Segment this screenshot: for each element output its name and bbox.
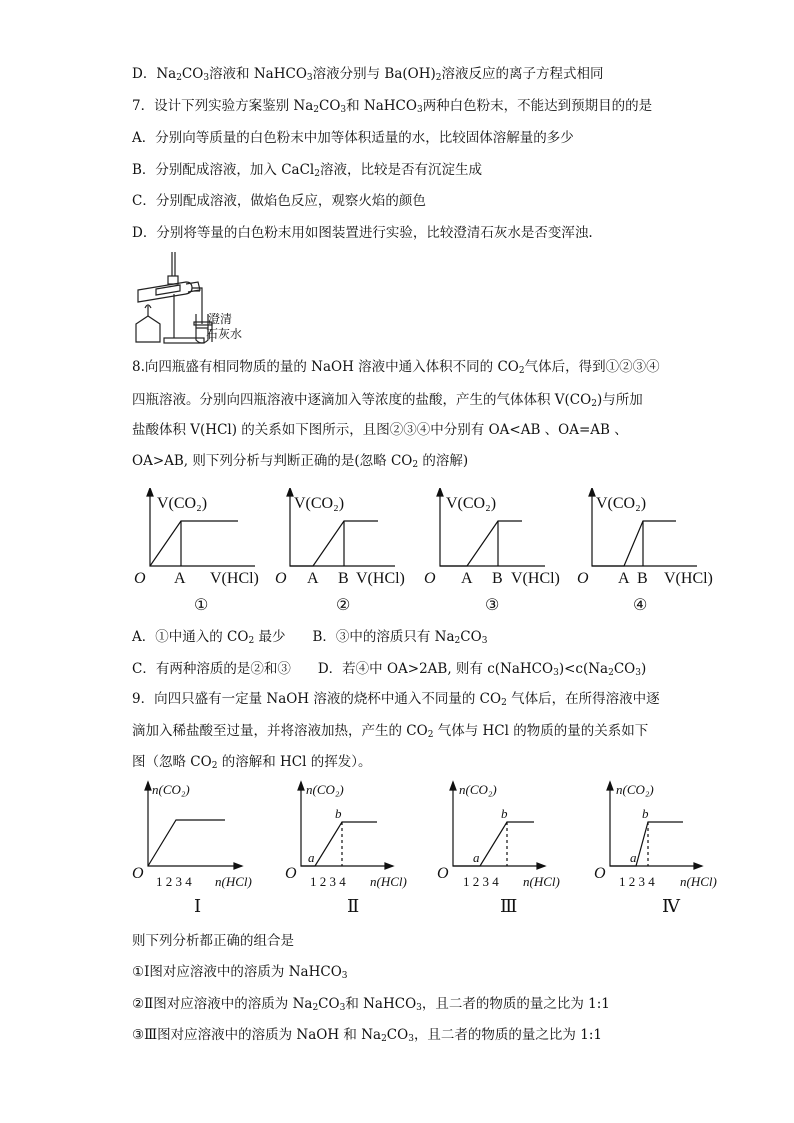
- apparatus-label-limewater: 石灰水: [206, 327, 243, 341]
- q8-graph-2-xlabel: V(HCl): [356, 570, 405, 587]
- subscript: 2: [518, 366, 525, 376]
- q8-graph-3-xlabel: V(HCl): [511, 570, 560, 587]
- text-run: OA>AB, 则下列分析与判断正确的是(忽略 CO: [132, 453, 413, 469]
- q9-graph-2-point-b: b: [335, 806, 342, 821]
- q9-item-3: [132, 1025, 602, 1045]
- text-run: CO: [613, 661, 636, 677]
- text-run: ①Ⅰ图对应溶液中的溶质为 NaHCO: [132, 964, 342, 980]
- text-run: A．①中通入的 CO: [132, 629, 249, 645]
- q9-graph-3-origin: O: [437, 865, 449, 882]
- q8-graph-3-origin: O: [424, 570, 436, 587]
- q9-graph-3-ylabel: n(CO₂): [459, 782, 497, 797]
- subscript: 3: [635, 668, 641, 678]
- subscript: 2: [454, 636, 461, 646]
- text-run: CO: [181, 66, 204, 82]
- q9-graph-3-xlabel: n(HCl): [523, 874, 560, 889]
- q9-item-2: [132, 994, 610, 1014]
- text-run: CO: [318, 98, 341, 114]
- subscript: 3: [416, 1003, 422, 1013]
- text-run: 的溶解和 HCl 的挥发）。: [217, 754, 372, 770]
- subscript: 2: [176, 73, 182, 83]
- q9-graph-2-point-a: a: [308, 850, 315, 865]
- q9-graph-3-curve: [453, 822, 534, 866]
- text-run: 溶液和 NaHCO: [209, 66, 307, 82]
- q8-graph-3-ylabel: V(CO₂): [446, 495, 497, 512]
- text-run: 7．设计下列实验方案鉴别 Na: [132, 98, 314, 114]
- q9-graph-1-xlabel: n(HCl): [215, 874, 252, 889]
- q9-graph-2-number: Ⅱ: [347, 896, 360, 916]
- text-run: 气体后，得到①②③④: [524, 359, 660, 375]
- apparatus-label-clear: 澄清: [208, 312, 233, 326]
- q9-graph-2-xlabel: n(HCl): [370, 874, 407, 889]
- text-run: B．分别配成溶液，加入 CaCl: [132, 162, 315, 178]
- q8-stem-line-3: 盐酸体积 V(HCl) 的关系如下图所示，且图②③④中分别有 OA<AB 、OA=AB 、: [132, 422, 628, 438]
- q8-graph-2-tick-b: B: [338, 570, 349, 587]
- q9-graph-3-ticks: 1 2 3 4: [463, 874, 499, 889]
- text-run: 气体与 HCl 的物质的量的关系如下: [433, 723, 649, 739]
- q7-option-a: A．分别向等质量的白色粉末中加等体积适量的水，比较固体溶解量的多少: [132, 130, 574, 146]
- q8-graph-3-tick-a: A: [461, 570, 473, 587]
- subscript: 2: [412, 460, 419, 470]
- text-run: 溶液，比较是否有沉淀生成: [319, 162, 482, 178]
- subscript: 2: [381, 1034, 387, 1044]
- q8-graph-4-origin: O: [577, 570, 589, 587]
- text-run: 溶液反应的离子方程式相同: [441, 66, 604, 82]
- text-run: 滴加入稀盐酸至过量，并将溶液加热，产生的 CO: [132, 723, 428, 739]
- subscript: 2: [314, 169, 320, 179]
- q9-graph-2-ylabel: n(CO₂): [306, 782, 344, 797]
- q9-graph-4-ticks: 1 2 3 4: [619, 874, 655, 889]
- q8-graph-4-tick-b: B: [637, 570, 648, 587]
- subscript: 2: [427, 730, 434, 740]
- q8-graph-4-tick-a: A: [618, 570, 630, 587]
- q9-graph-1-origin: O: [132, 865, 144, 882]
- subscript: 3: [416, 105, 423, 115]
- text-run: D．Na: [132, 66, 177, 82]
- q8-graph-4-ylabel: V(CO₂): [596, 495, 647, 512]
- text-run: 9．向四只盛有一定量 NaOH 溶液的烧杯中通入不同量的 CO: [132, 691, 502, 707]
- text-run: ，且二者的物质的量之比为 1:1: [421, 996, 610, 1012]
- subscript: 3: [408, 1034, 414, 1044]
- q9-graph-4-point-a: a: [630, 850, 637, 865]
- subscript: 3: [553, 668, 559, 678]
- q8-graph-2-origin: O: [275, 570, 287, 587]
- q9-graph-4-origin: O: [594, 865, 606, 882]
- q9-item-1: [132, 962, 348, 982]
- q7-stem: [132, 96, 652, 116]
- subscript: 2: [435, 73, 442, 83]
- subscript: 3: [340, 105, 347, 115]
- subscript: 2: [248, 636, 255, 646]
- text-run: ②Ⅱ图对应溶液中的溶质为 Na: [132, 996, 313, 1012]
- text-run: 的溶解): [418, 453, 469, 469]
- subscript: 3: [306, 73, 313, 83]
- q8-graph-1-origin: O: [134, 570, 146, 587]
- q9-stem-line-1: [132, 689, 660, 709]
- q9-question: 则下列分析都正确的组合是: [132, 933, 294, 949]
- q7-option-c: C．分别配成溶液，做焰色反应，观察火焰的颜色: [132, 193, 426, 209]
- q8-graph-4-number: ④: [633, 597, 648, 614]
- q8-graph-1-number: ①: [194, 597, 209, 614]
- text-run: 气体后，在所得溶液中逐: [506, 691, 660, 707]
- text-run: CO: [460, 629, 482, 645]
- q9-stem-line-3: [132, 752, 371, 772]
- q9-graph-2-ticks: 1 2 3 4: [310, 874, 346, 889]
- q8-graph-3-curve: [440, 521, 522, 566]
- q9-graph-4-point-b: b: [642, 806, 649, 821]
- text-run: 和 NaHCO: [346, 98, 417, 114]
- subscript: 2: [211, 761, 218, 771]
- text-run: ③Ⅲ图对应溶液中的溶质为 NaOH 和 Na: [132, 1027, 382, 1043]
- q8-graph-1-ylabel: V(CO₂): [157, 495, 208, 512]
- subscript: 3: [203, 73, 210, 83]
- q9-graph-2-origin: O: [285, 865, 297, 882]
- q9-stem-line-2: [132, 721, 648, 741]
- apparatus-drawing: [128, 252, 268, 348]
- text-run: ): [640, 661, 647, 677]
- q9-graph-4-number: Ⅳ: [662, 896, 680, 916]
- subscript: 2: [591, 399, 597, 409]
- text-run: 两种白色粉末，不能达到预期目的的是: [422, 98, 653, 114]
- q8-graph-2-number: ②: [336, 597, 351, 614]
- q8-graph-1-xlabel: V(HCl): [210, 570, 259, 587]
- text-run: )与所加: [596, 392, 643, 408]
- q9-graph-1-ticks: 1 2 3 4: [156, 874, 192, 889]
- q9-graph-3-point-b: b: [501, 806, 508, 821]
- q8-stem-line-2: [132, 390, 643, 410]
- text-run: ，且二者的物质的量之比为 1:1: [413, 1027, 602, 1043]
- q8-stem-line-1: [132, 357, 660, 377]
- q9-graph-3-number: Ⅲ: [500, 896, 518, 916]
- q9-graph-1-ylabel: n(CO₂): [152, 782, 190, 797]
- q6-option-d: [132, 64, 604, 84]
- text-run: C．有两种溶质的是②和③ D．若④中 OA>2AB, 则有 c(NaHCO: [132, 661, 554, 677]
- q8-graph-1-curve: [150, 521, 238, 566]
- q8-graph-3-tick-b: B: [492, 570, 503, 587]
- q7-option-b: [132, 160, 482, 180]
- q8-graph-4-xlabel: V(HCl): [664, 570, 713, 587]
- text-run: )<c(Na: [558, 661, 609, 677]
- q8-graph-3-number: ③: [485, 597, 500, 614]
- text-run: 图（忽略 CO: [132, 754, 212, 770]
- q8-graph-2-curve: [290, 521, 378, 566]
- q8-graph-1-tick-a: A: [174, 570, 186, 587]
- subscript: 3: [481, 636, 488, 646]
- text-run: 和 NaHCO: [345, 996, 417, 1012]
- text-run: 四瓶溶液。分别向四瓶溶液中逐滴加入等浓度的盐酸，产生的气体体积 V(CO: [132, 392, 592, 408]
- text-run: 溶液分别与 Ba(OH): [312, 66, 436, 82]
- text-run: 8.向四瓶盛有相同物质的量的 NaOH 溶液中通入体积不同的 CO: [132, 359, 519, 375]
- q8-options-ab: [132, 627, 487, 647]
- q8-graphs: [130, 488, 750, 618]
- q7-option-d: D．分别将等量的白色粉末用如图装置进行实验，比较澄清石灰水是否变浑浊.: [132, 225, 593, 241]
- q9-graph-4-xlabel: n(HCl): [680, 874, 717, 889]
- q8-options-cd: [132, 659, 646, 679]
- subscript: 3: [341, 971, 348, 981]
- subscript: 2: [501, 698, 507, 708]
- text-run: CO: [386, 1027, 409, 1043]
- q8-graph-4-curve: [592, 521, 676, 566]
- q9-graph-1-curve: [148, 820, 225, 866]
- subscript: 2: [608, 668, 614, 678]
- q9-graph-4-curve: [610, 822, 683, 866]
- q9-graph-3-point-a: a: [473, 850, 480, 865]
- text-run: CO: [318, 996, 340, 1012]
- q8-stem-line-4: [132, 451, 468, 471]
- q9-graphs: [130, 778, 750, 918]
- text-run: 最少 B．③中的溶质只有 Na: [254, 629, 455, 645]
- q9-graph-1-number: Ⅰ: [194, 896, 202, 916]
- subscript: 2: [312, 1003, 319, 1013]
- subscript: 2: [313, 105, 319, 115]
- subscript: 3: [339, 1003, 346, 1013]
- q9-graph-4-ylabel: n(CO₂): [616, 782, 654, 797]
- q7-apparatus-figure: [128, 252, 268, 348]
- q8-graph-2-tick-a: A: [307, 570, 319, 587]
- q8-graph-2-ylabel: V(CO₂): [294, 495, 345, 512]
